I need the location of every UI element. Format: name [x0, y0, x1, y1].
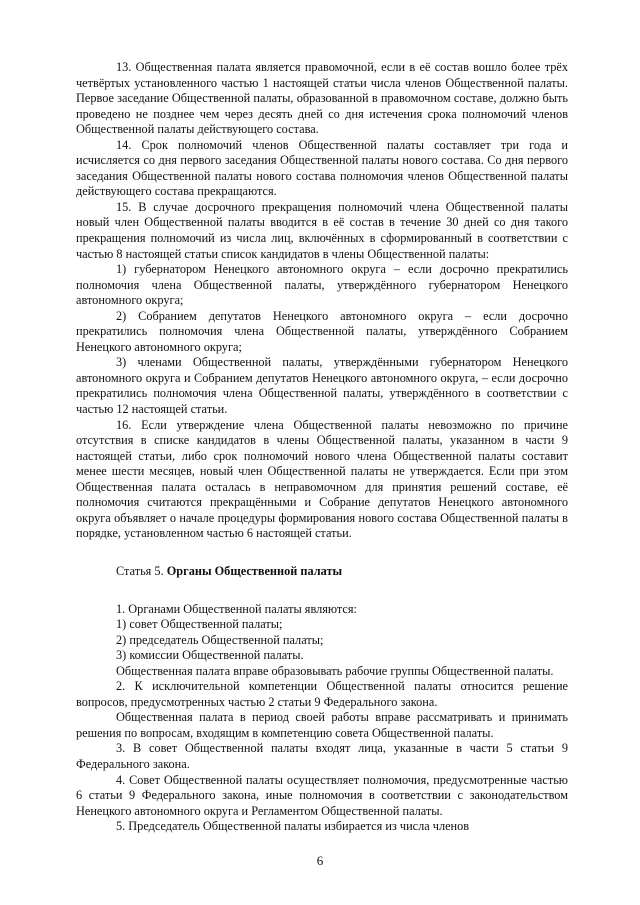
article-prefix: Статья 5. — [116, 563, 167, 578]
spacer — [76, 580, 568, 602]
page-number: 6 — [316, 853, 324, 868]
paragraph-14: 14. Срок полномочий членов Общественной палаты составляет три года и исчисляется со дня первого заседания Общественной палаты нового состава. Со дня первого заседания Общественной палаты нового состава полномочия членов Общественной палаты действующего состава прекращаются. — [76, 137, 568, 199]
article5-part-2: 2. К исключительной компетенции Общественной палаты относится решение вопросов, предусмотренных частью 2 статьи 9 Федерального закона. — [76, 679, 568, 709]
article5-part-1-item-1: 1) совет Общественной палаты; — [116, 617, 283, 632]
article5-part-2-note: Общественная палата в период своей работы вправе рассматривать и принимать решения по вопросам, входящим в компетенцию совета Общественной палаты. — [76, 710, 568, 740]
article5-part-5: 5. Председатель Общественной палаты избирается из числа членов — [116, 819, 470, 834]
article5-part-1-note: Общественная палата вправе образовывать рабочие группы Общественной палаты. — [116, 663, 554, 678]
article5-part-1-item-2: 2) председатель Общественной палаты; — [116, 632, 324, 647]
article-heading — [76, 564, 568, 580]
paragraph-15-item-3: 3) членами Общественной палаты, утверждёнными губернатором Ненецкого автономного округа и Собранием депутатов Ненецкого автономного округа, – если досрочно прекратились полномочия члена Общественной палаты, утверждённого в соответствии с частью 12 настоящей статьи. — [76, 355, 568, 417]
paragraph-15-item-2: 2) Собранием депутатов Ненецкого автономного округа – если досрочно прекратились полномочия члена Общественной палаты, утверждённого Собранием Ненецкого автономного округа; — [76, 308, 568, 354]
paragraph-16: 16. Если утверждение члена Общественной палаты невозможно по причине отсутствия в списке кандидатов в члены Общественной палаты, указанном в части 9 настоящей статьи, либо срок полномочий нового члена Общественной палаты составит менее шести месяцев, новый член Общественной палаты не утверждается. Если при этом Общественная палата осталась в неправомочном для принятия решений составе, её полномочия считаются прекращёнными и Собрание депутатов Ненецкого автономного округа объявляет о начале процедуры формирования нового состава Общественной палаты в порядке, установленном частью 6 настоящей статьи. — [76, 417, 568, 541]
article5-part-1-item-3: 3) комиссии Общественной палаты. — [116, 648, 304, 663]
document-body — [76, 60, 568, 835]
paragraph-15-item-1: 1) губернатором Ненецкого автономного округа – если досрочно прекратились полномочия члена Общественной палаты, утверждённого губернатором Ненецкого автономного округа; — [76, 262, 568, 308]
spacer — [76, 542, 568, 564]
article5-part-3: 3. В совет Общественной палаты входят лица, указанные в части 5 статьи 9 Федерального закона. — [76, 741, 568, 771]
article-title: Органы Общественной палаты — [166, 563, 343, 578]
paragraph-13: 13. Общественная палата является правомочной, если в её состав вошло более трёх четвёртых установленного частью 1 настоящей статьи числа членов Общественной палаты. Первое заседание Общественной палаты, образованной в правомочном составе, должно быть проведено не позднее чем через десять дней со дня истечения срока полномочий членов Общественной палаты действующего состава. — [76, 60, 568, 137]
article5-part-4: 4. Совет Общественной палаты осуществляет полномочия, предусмотренные частью 6 статьи 9 Федерального закона, иные полномочия в соответствии с законодательством Ненецкого автономного округа и Регламентом Общественной палаты. — [76, 772, 568, 818]
paragraph-15: 15. В случае досрочного прекращения полномочий члена Общественной палаты новый член Общественной палаты вводится в её состав в течение 30 дней со дня такого прекращения полномочий из числа лиц, включённых в сформированный в соответствии с частью 8 настоящей статьи список кандидатов в члены Общественной палаты: — [76, 199, 568, 261]
article5-part-1: 1. Органами Общественной палаты являются: — [116, 601, 357, 616]
